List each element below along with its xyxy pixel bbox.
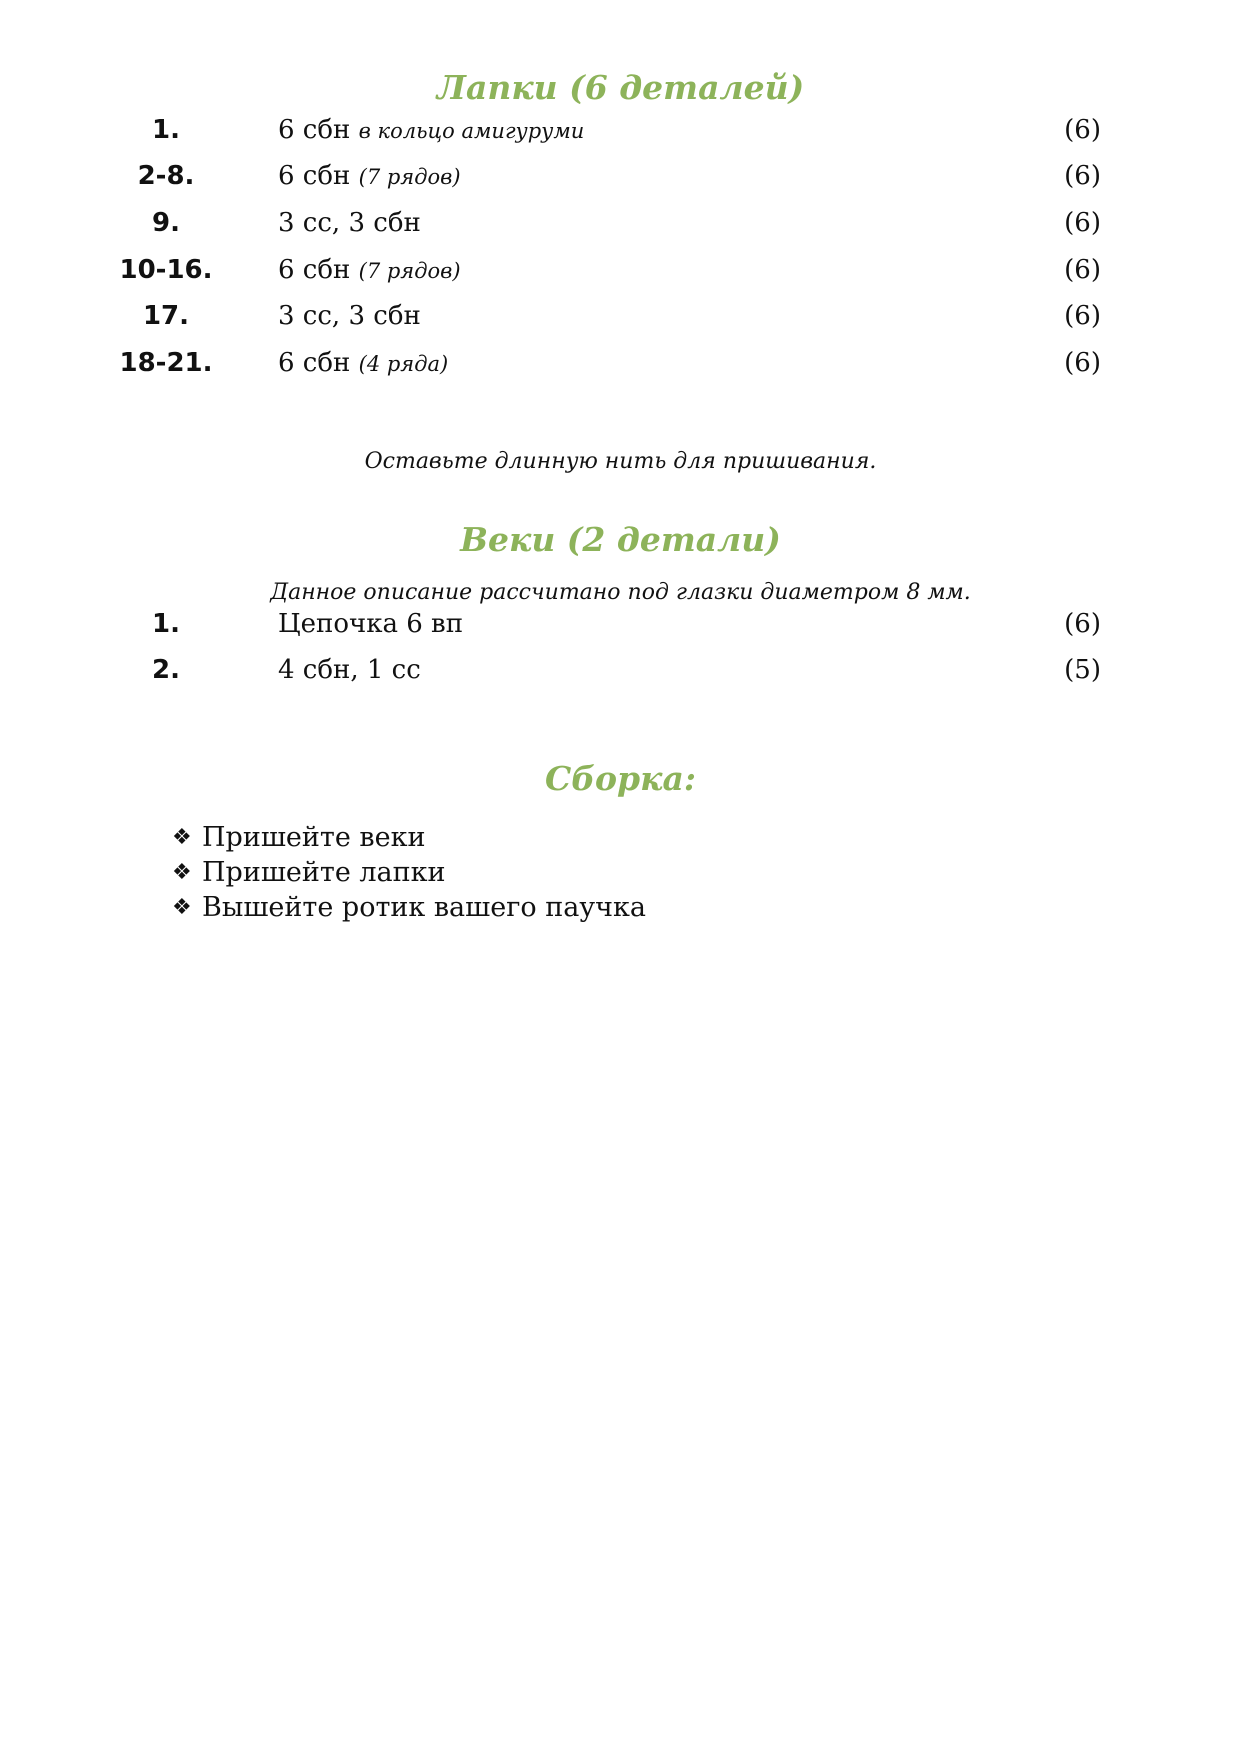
row-note: (7 рядов) xyxy=(358,259,461,283)
row-instruction xyxy=(278,203,421,244)
pattern-row xyxy=(0,203,1241,243)
row-stitches: 6 сбн xyxy=(278,161,351,191)
row-stitches: 3 сс, 3 сбн xyxy=(278,208,421,238)
assembly-list xyxy=(172,820,646,925)
row-count: (6) xyxy=(1064,301,1101,331)
section-title-eyelids: Веки (2 детали) xyxy=(460,520,781,559)
row-number: 18-21. xyxy=(119,348,213,378)
pattern-row xyxy=(0,343,1241,383)
row-number: 2-8. xyxy=(137,161,195,191)
diamond-bullet-icon: ❖ xyxy=(172,860,192,885)
row-stitches: 4 сбн, 1 сс xyxy=(278,655,421,685)
row-count: (6) xyxy=(1064,208,1101,238)
row-number: 1. xyxy=(152,609,180,639)
row-instruction xyxy=(278,604,463,645)
pattern-row xyxy=(0,250,1241,290)
row-instruction xyxy=(278,250,461,291)
row-count: (6) xyxy=(1064,115,1101,145)
row-stitches: 3 сс, 3 сбн xyxy=(278,301,421,331)
list-item-text: Пришейте лапки xyxy=(202,857,446,888)
list-item-text: Вышейте ротик вашего паучка xyxy=(202,892,646,923)
row-count: (5) xyxy=(1064,655,1101,685)
row-number: 1. xyxy=(152,115,180,145)
row-count: (6) xyxy=(1064,348,1101,378)
row-instruction xyxy=(278,156,461,197)
row-number: 17. xyxy=(142,301,190,331)
row-number: 10-16. xyxy=(119,255,213,285)
row-instruction xyxy=(278,296,421,337)
row-instruction xyxy=(278,343,448,384)
eyelids-description: Данное описание рассчитано под глазки диаметром 8 мм. xyxy=(270,580,971,605)
row-note: (4 ряда) xyxy=(358,352,449,376)
list-item-text: Пришейте веки xyxy=(202,822,426,853)
row-note: в кольцо амигуруми xyxy=(358,119,585,143)
section-title-legs: Лапки (6 деталей) xyxy=(436,68,805,107)
list-item xyxy=(172,820,646,855)
section-title-assembly: Сборка: xyxy=(544,759,697,798)
pattern-row xyxy=(0,296,1241,336)
diamond-bullet-icon: ❖ xyxy=(172,825,192,850)
row-count: (6) xyxy=(1064,609,1101,639)
row-stitches: Цепочка 6 вп xyxy=(278,609,464,639)
pattern-row xyxy=(0,650,1241,690)
row-count: (6) xyxy=(1064,255,1101,285)
pattern-row xyxy=(0,604,1241,644)
list-item xyxy=(172,890,646,925)
row-instruction xyxy=(278,110,584,151)
row-note: (7 рядов) xyxy=(358,165,461,189)
pattern-row xyxy=(0,156,1241,196)
diamond-bullet-icon: ❖ xyxy=(172,895,192,920)
row-stitches: 6 сбн xyxy=(278,115,351,145)
row-stitches: 6 сбн xyxy=(278,255,351,285)
row-stitches: 6 сбн xyxy=(278,348,351,378)
list-item xyxy=(172,855,646,890)
row-number: 9. xyxy=(152,208,180,238)
row-instruction xyxy=(278,650,421,691)
leave-tail-note: Оставьте длинную нить для пришивания. xyxy=(364,449,877,474)
row-number: 2. xyxy=(152,655,180,685)
pattern-row xyxy=(0,110,1241,150)
row-count: (6) xyxy=(1064,161,1101,191)
